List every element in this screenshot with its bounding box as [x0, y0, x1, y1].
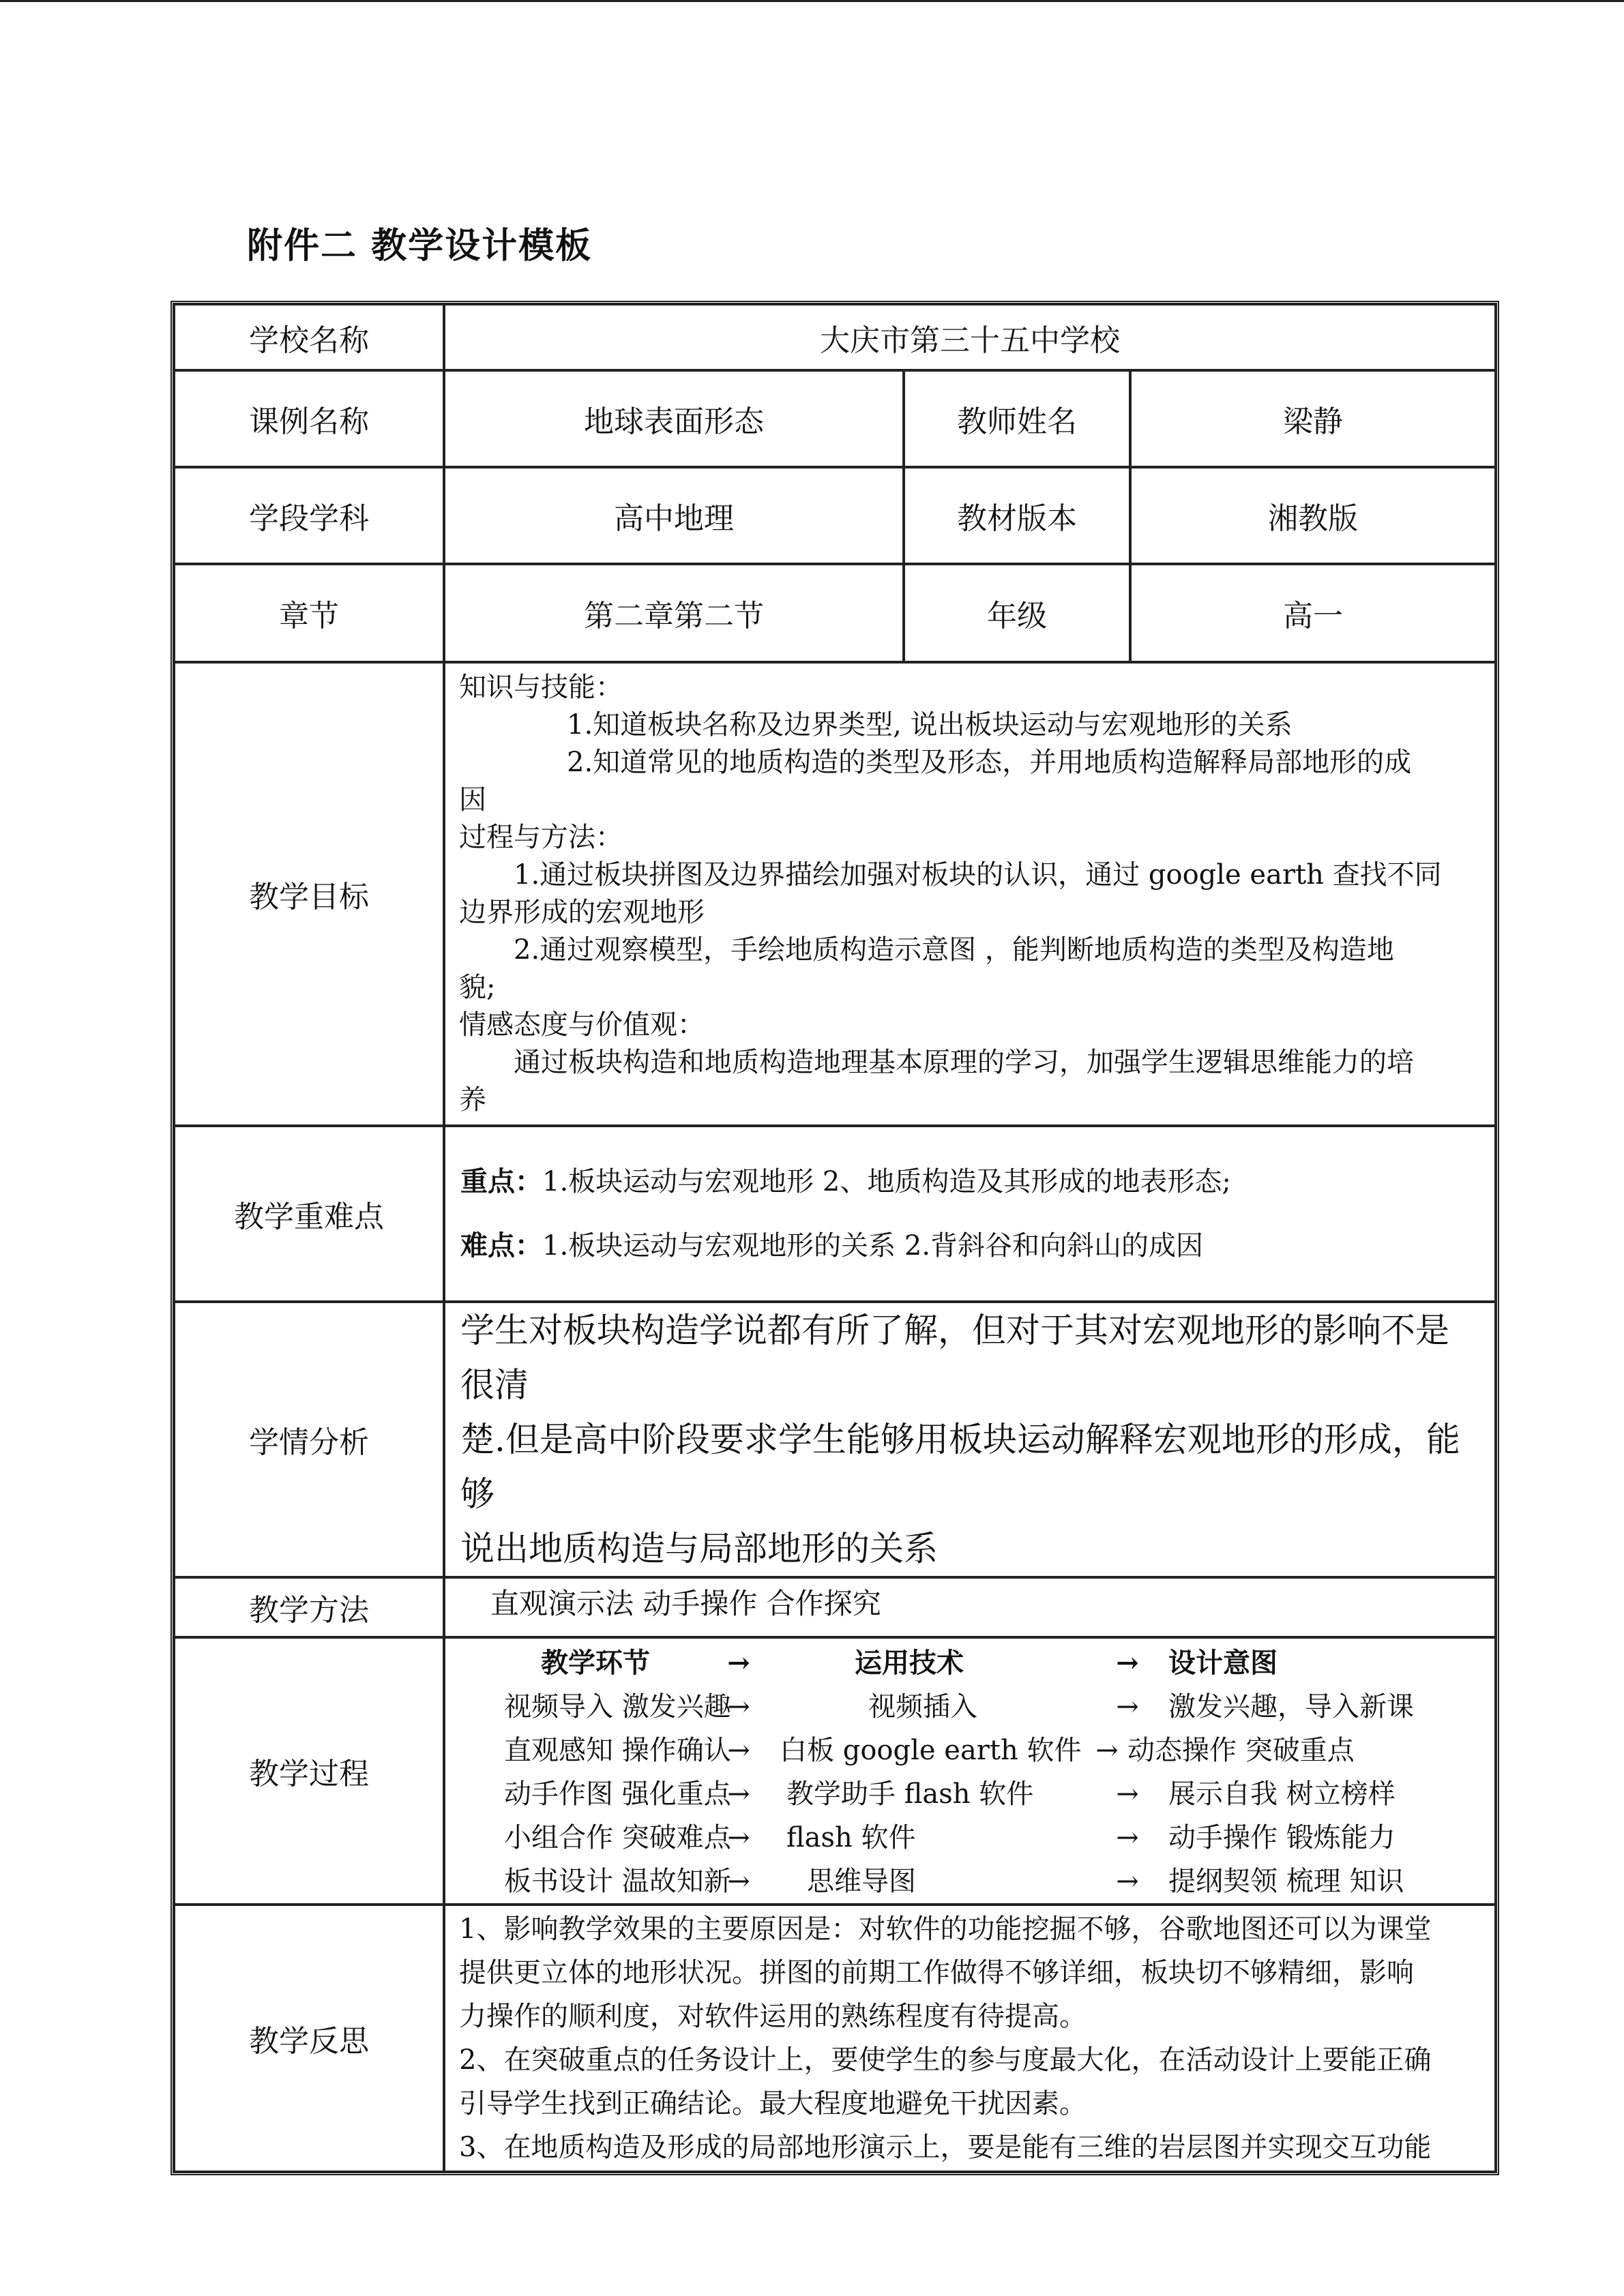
reflection-content — [444, 1905, 1496, 2172]
analysis-line: 楚.但是高中阶段要求学生能够用板块运动解释宏观地形的形成，能够 — [460, 1420, 1460, 1514]
process-stage: 小组合作 突破难点 — [504, 1822, 731, 1853]
arrow-icon: → — [727, 1647, 750, 1679]
stage-value: 高中地理 — [444, 467, 904, 564]
reflection-line: 2、在突破重点的任务设计上，要使学生的参与度最大化，在活动设计上要能正确 — [459, 2044, 1432, 2076]
row-analysis — [174, 1302, 1496, 1577]
row-reflection — [174, 1905, 1496, 2172]
analysis-line: 说出地质构造与局部地形的关系 — [460, 1529, 938, 1568]
row-method — [174, 1577, 1496, 1637]
method-label: 教学方法 — [174, 1577, 444, 1637]
row-objectives — [174, 662, 1496, 1126]
analysis-content — [444, 1302, 1496, 1577]
method-content — [444, 1577, 1496, 1637]
teacher-value: 梁静 — [1130, 370, 1496, 467]
arrow-icon: → — [727, 1691, 750, 1723]
page-top-border — [0, 0, 1624, 2]
process-header-row — [445, 1641, 1494, 1685]
method-value: 直观演示法 动手操作 合作探究 — [490, 1587, 881, 1620]
process-intent: 动态操作 突破重点 — [1127, 1735, 1355, 1766]
process-intent: 动手操作 锻炼能力 — [1168, 1822, 1396, 1853]
objectives-line: 2.通过观察模型，手绘地质构造示意图 ，能判断地质构造的类型及构造地 — [514, 934, 1394, 966]
arrow-icon: → — [727, 1778, 750, 1810]
document-title: 附件二 教学设计模板 — [247, 225, 593, 267]
reflection-label: 教学反思 — [174, 1905, 444, 2172]
process-intent: 提纲契领 梳理 知识 — [1168, 1866, 1404, 1897]
analysis-line: 学生对板块构造学说都有所了解，但对于其对宏观地形的影响不是很清 — [460, 1311, 1449, 1405]
process-header-stage: 教学环节 — [541, 1647, 650, 1679]
objectives-line: 通过板块构造和地质构造地理基本原理的学习，加强学生逻辑思维能力的培 — [514, 1047, 1414, 1078]
grade-label: 年级 — [904, 564, 1130, 662]
process-tech: 白板 google earth 软件 — [780, 1735, 1082, 1766]
teaching-design-table — [171, 301, 1499, 2175]
arrow-icon: → — [1116, 1778, 1139, 1810]
process-intent: 展示自我 树立榜样 — [1168, 1778, 1396, 1810]
arrow-icon: → — [1116, 1822, 1139, 1853]
key-points-label: 教学重难点 — [174, 1126, 444, 1302]
arrow-icon: → — [727, 1866, 750, 1897]
objectives-content — [444, 662, 1496, 1126]
difficulty-text: 1.板块运动与宏观地形的关系 2.背斜谷和向斜山的成因 — [542, 1230, 1204, 1262]
key-point-text: 1.板块运动与宏观地形 2、地质构造及其形成的地表形态; — [542, 1166, 1231, 1197]
process-stage: 动手作图 强化重点 — [504, 1778, 731, 1810]
reflection-line: 3、在地质构造及形成的局部地形演示上，要是能有三维的岩层图并实现交互功能 — [459, 2132, 1432, 2163]
objectives-line: 过程与方法： — [459, 822, 623, 853]
reflection-line: 引导学生找到正确结论。最大程度地避免干扰因素。 — [459, 2088, 1087, 2119]
process-header-intent: 设计意图 — [1168, 1647, 1278, 1679]
course-label: 课例名称 — [174, 370, 444, 467]
difficulty-tag: 难点： — [460, 1229, 542, 1262]
analysis-label: 学情分析 — [174, 1302, 444, 1577]
school-label: 学校名称 — [174, 304, 444, 370]
process-tech: 教学助手 flash 软件 — [786, 1778, 1034, 1810]
arrow-icon: → — [727, 1822, 750, 1853]
row-course — [174, 370, 1496, 467]
arrow-icon: → — [727, 1735, 750, 1766]
objectives-line: 情感态度与价值观： — [459, 1009, 705, 1041]
objectives-line: 貌; — [459, 972, 496, 1003]
row-key-points — [174, 1126, 1496, 1302]
key-point-tag: 重点： — [460, 1165, 542, 1197]
process-row — [445, 1772, 1494, 1816]
process-header-tech: 运用技术 — [855, 1647, 964, 1679]
arrow-icon: → — [1116, 1647, 1139, 1679]
process-label: 教学过程 — [174, 1637, 444, 1905]
process-row — [445, 1729, 1494, 1772]
process-intent: 激发兴趣，导入新课 — [1168, 1691, 1414, 1723]
arrow-icon: → — [1116, 1691, 1139, 1723]
difficulty-line — [460, 1214, 1479, 1278]
process-row — [445, 1685, 1494, 1729]
chapter-value: 第二章第二节 — [444, 564, 904, 662]
row-process — [174, 1637, 1496, 1905]
objectives-line: 知识与技能： — [459, 672, 623, 703]
row-school — [174, 304, 1496, 370]
school-value: 大庆市第三十五中学校 — [444, 304, 1496, 370]
process-tech: 思维导图 — [807, 1866, 916, 1897]
process-tech: 视频插入 — [868, 1691, 977, 1723]
objectives-line: 2.知道常见的地质构造的类型及形态，并用地质构造解释局部地形的成 — [567, 747, 1412, 778]
row-chapter — [174, 564, 1496, 662]
objectives-line: 养 — [459, 1084, 486, 1116]
key-point-line — [460, 1150, 1479, 1214]
objectives-line: 1.知道板块名称及边界类型, 说出板块运动与宏观地形的关系 — [567, 709, 1293, 741]
process-content — [444, 1637, 1496, 1905]
textbook-label: 教材版本 — [904, 467, 1130, 564]
reflection-line: 力操作的顺利度，对软件运用的熟练程度有待提高。 — [459, 2001, 1087, 2032]
objectives-label: 教学目标 — [174, 662, 444, 1126]
arrow-icon: → — [1095, 1735, 1119, 1766]
objectives-line: 因 — [459, 784, 486, 816]
stage-label: 学段学科 — [174, 467, 444, 564]
process-row — [445, 1816, 1494, 1860]
objectives-line: 边界形成的宏观地形 — [459, 897, 705, 928]
grade-value: 高一 — [1130, 564, 1496, 662]
process-stage: 视频导入 激发兴趣 — [504, 1691, 731, 1723]
course-value: 地球表面形态 — [444, 370, 904, 467]
key-points-content — [444, 1126, 1496, 1302]
arrow-icon: → — [1116, 1866, 1139, 1897]
process-stage: 板书设计 温故知新 — [504, 1866, 731, 1897]
textbook-value: 湘教版 — [1130, 467, 1496, 564]
row-stage — [174, 467, 1496, 564]
process-stage: 直观感知 操作确认 — [504, 1735, 731, 1766]
chapter-label: 章节 — [174, 564, 444, 662]
process-row — [445, 1860, 1494, 1903]
reflection-line: 1、影响教学效果的主要原因是：对软件的功能挖掘不够，谷歌地图还可以为课堂 — [459, 1913, 1432, 1945]
reflection-line: 提供更立体的地形状况。拼图的前期工作做得不够详细，板块切不够精细，影响 — [459, 1957, 1414, 1988]
process-tech: flash 软件 — [786, 1822, 916, 1853]
objectives-line: 1.通过板块拼图及边界描绘加强对板块的认识，通过 google earth 查找不同 — [514, 859, 1442, 891]
teacher-label: 教师姓名 — [904, 370, 1130, 467]
